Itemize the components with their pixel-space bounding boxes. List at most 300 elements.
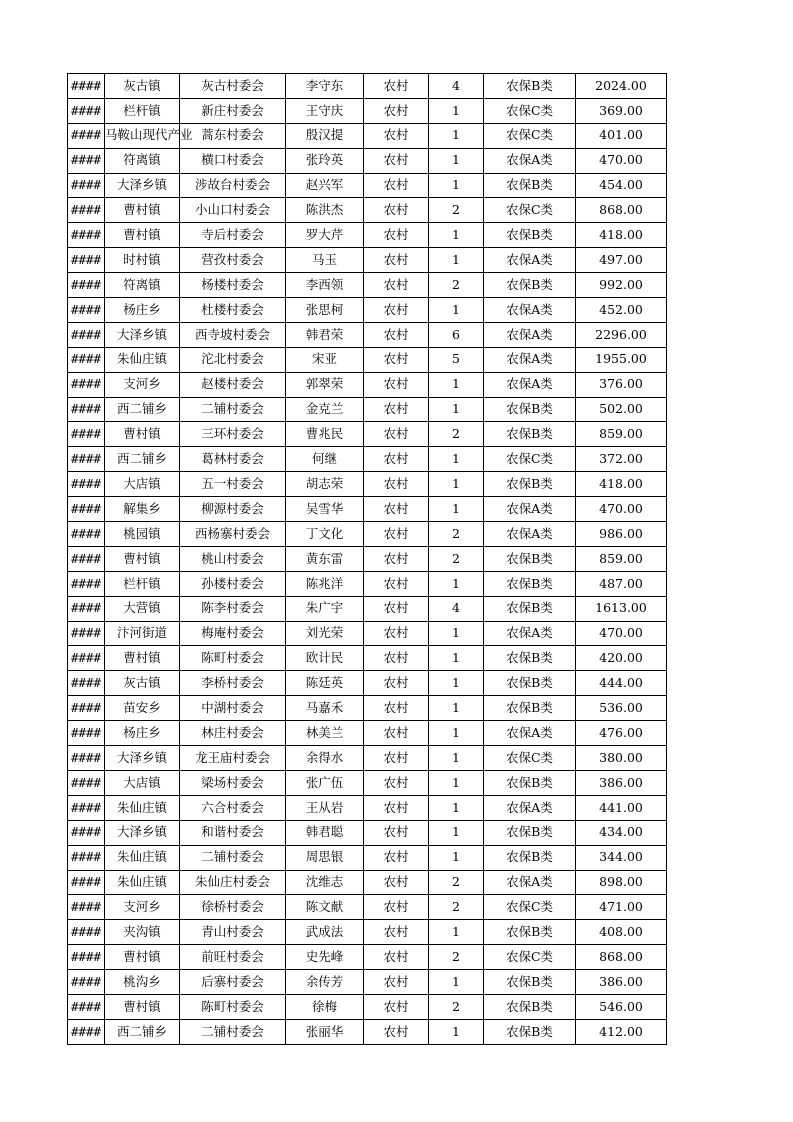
- type-cell: 农村: [364, 596, 429, 621]
- table-row: [68, 497, 667, 522]
- row-id: ####: [68, 696, 105, 721]
- amount-cell: 376.00: [576, 372, 667, 397]
- count-cell: 2: [429, 870, 484, 895]
- village-cell: 新庄村委会: [180, 98, 286, 123]
- row-id: ####: [68, 148, 105, 173]
- count-cell: 1: [429, 248, 484, 273]
- type-cell: 农村: [364, 621, 429, 646]
- table-row: [68, 546, 667, 571]
- row-id: ####: [68, 845, 105, 870]
- town-cell: 大泽乡镇: [105, 820, 180, 845]
- count-cell: 2: [429, 994, 484, 1019]
- name-cell: 赵兴军: [286, 173, 364, 198]
- name-cell: 余传芳: [286, 970, 364, 995]
- amount-cell: 898.00: [576, 870, 667, 895]
- category-cell: 农保B类: [484, 422, 576, 447]
- village-cell: 陈李村委会: [180, 596, 286, 621]
- category-cell: 农保C类: [484, 98, 576, 123]
- town-cell: 马鞍山现代产业: [105, 123, 180, 148]
- row-id: ####: [68, 522, 105, 547]
- category-cell: 农保A类: [484, 298, 576, 323]
- type-cell: 农村: [364, 746, 429, 771]
- town-cell: 解集乡: [105, 497, 180, 522]
- count-cell: 5: [429, 347, 484, 372]
- category-cell: 农保B类: [484, 1019, 576, 1044]
- row-id: ####: [68, 621, 105, 646]
- table-row: [68, 322, 667, 347]
- town-cell: 苗安乡: [105, 696, 180, 721]
- count-cell: 4: [429, 596, 484, 621]
- category-cell: 农保B类: [484, 970, 576, 995]
- amount-cell: 868.00: [576, 198, 667, 223]
- row-id: ####: [68, 123, 105, 148]
- table-row: [68, 148, 667, 173]
- amount-cell: 386.00: [576, 970, 667, 995]
- table-row: [68, 920, 667, 945]
- category-cell: 农保C类: [484, 198, 576, 223]
- name-cell: 林美兰: [286, 721, 364, 746]
- count-cell: 1: [429, 148, 484, 173]
- type-cell: 农村: [364, 472, 429, 497]
- town-cell: 朱仙庄镇: [105, 845, 180, 870]
- count-cell: 1: [429, 970, 484, 995]
- village-cell: 青山村委会: [180, 920, 286, 945]
- table-row: [68, 571, 667, 596]
- count-cell: 1: [429, 223, 484, 248]
- count-cell: 2: [429, 422, 484, 447]
- row-id: ####: [68, 770, 105, 795]
- category-cell: 农保A类: [484, 322, 576, 347]
- table-row: [68, 347, 667, 372]
- count-cell: 1: [429, 795, 484, 820]
- village-cell: 柳源村委会: [180, 497, 286, 522]
- row-id: ####: [68, 994, 105, 1019]
- village-cell: 桃山村委会: [180, 546, 286, 571]
- count-cell: 6: [429, 322, 484, 347]
- type-cell: 农村: [364, 571, 429, 596]
- row-id: ####: [68, 248, 105, 273]
- row-id: ####: [68, 870, 105, 895]
- village-cell: 西杨寨村委会: [180, 522, 286, 547]
- category-cell: 农保B类: [484, 646, 576, 671]
- name-cell: 史先峰: [286, 945, 364, 970]
- type-cell: 农村: [364, 397, 429, 422]
- amount-cell: 420.00: [576, 646, 667, 671]
- count-cell: 2: [429, 273, 484, 298]
- name-cell: 李守东: [286, 74, 364, 99]
- town-cell: 朱仙庄镇: [105, 347, 180, 372]
- name-cell: 马玉: [286, 248, 364, 273]
- row-id: ####: [68, 920, 105, 945]
- category-cell: 农保A类: [484, 522, 576, 547]
- amount-cell: 476.00: [576, 721, 667, 746]
- village-cell: 西寺坡村委会: [180, 322, 286, 347]
- table-row: [68, 994, 667, 1019]
- table-row: [68, 671, 667, 696]
- row-id: ####: [68, 422, 105, 447]
- name-cell: 郭翠荣: [286, 372, 364, 397]
- count-cell: 1: [429, 571, 484, 596]
- village-cell: 小山口村委会: [180, 198, 286, 223]
- amount-cell: 502.00: [576, 397, 667, 422]
- row-id: ####: [68, 795, 105, 820]
- name-cell: 武成法: [286, 920, 364, 945]
- amount-cell: 369.00: [576, 98, 667, 123]
- amount-cell: 2024.00: [576, 74, 667, 99]
- amount-cell: 372.00: [576, 447, 667, 472]
- name-cell: 余得水: [286, 746, 364, 771]
- town-cell: 朱仙庄镇: [105, 870, 180, 895]
- name-cell: 韩君荣: [286, 322, 364, 347]
- village-cell: 赵楼村委会: [180, 372, 286, 397]
- table-row: [68, 98, 667, 123]
- count-cell: 1: [429, 671, 484, 696]
- town-cell: 符离镇: [105, 148, 180, 173]
- category-cell: 农保C类: [484, 895, 576, 920]
- amount-cell: 471.00: [576, 895, 667, 920]
- row-id: ####: [68, 571, 105, 596]
- count-cell: 1: [429, 721, 484, 746]
- category-cell: 农保B类: [484, 820, 576, 845]
- row-id: ####: [68, 447, 105, 472]
- row-id: ####: [68, 895, 105, 920]
- village-cell: 营孜村委会: [180, 248, 286, 273]
- name-cell: 罗大芹: [286, 223, 364, 248]
- row-id: ####: [68, 298, 105, 323]
- amount-cell: 418.00: [576, 472, 667, 497]
- name-cell: 周思银: [286, 845, 364, 870]
- type-cell: 农村: [364, 721, 429, 746]
- table-row: [68, 696, 667, 721]
- type-cell: 农村: [364, 920, 429, 945]
- amount-cell: 454.00: [576, 173, 667, 198]
- town-cell: 大泽乡镇: [105, 173, 180, 198]
- type-cell: 农村: [364, 671, 429, 696]
- name-cell: 沈维志: [286, 870, 364, 895]
- amount-cell: 868.00: [576, 945, 667, 970]
- row-id: ####: [68, 347, 105, 372]
- row-id: ####: [68, 970, 105, 995]
- count-cell: 1: [429, 746, 484, 771]
- town-cell: 大泽乡镇: [105, 322, 180, 347]
- table-row: [68, 223, 667, 248]
- table-row: [68, 248, 667, 273]
- name-cell: 吴雪华: [286, 497, 364, 522]
- type-cell: 农村: [364, 198, 429, 223]
- village-cell: 孙楼村委会: [180, 571, 286, 596]
- row-id: ####: [68, 671, 105, 696]
- town-cell: 曹村镇: [105, 198, 180, 223]
- category-cell: 农保B类: [484, 472, 576, 497]
- town-cell: 灰古镇: [105, 74, 180, 99]
- type-cell: 农村: [364, 970, 429, 995]
- count-cell: 1: [429, 123, 484, 148]
- amount-cell: 497.00: [576, 248, 667, 273]
- amount-cell: 444.00: [576, 671, 667, 696]
- town-cell: 支河乡: [105, 895, 180, 920]
- name-cell: 王从岩: [286, 795, 364, 820]
- count-cell: 2: [429, 198, 484, 223]
- village-cell: 二铺村委会: [180, 397, 286, 422]
- amount-cell: 992.00: [576, 273, 667, 298]
- amount-cell: 859.00: [576, 546, 667, 571]
- name-cell: 胡志荣: [286, 472, 364, 497]
- type-cell: 农村: [364, 173, 429, 198]
- amount-cell: 859.00: [576, 422, 667, 447]
- amount-cell: 408.00: [576, 920, 667, 945]
- name-cell: 曹兆民: [286, 422, 364, 447]
- table-row: [68, 945, 667, 970]
- town-cell: 汴河街道: [105, 621, 180, 646]
- name-cell: 陈兆洋: [286, 571, 364, 596]
- town-cell: 栏杆镇: [105, 571, 180, 596]
- count-cell: 1: [429, 173, 484, 198]
- town-cell: 大营镇: [105, 596, 180, 621]
- row-id: ####: [68, 472, 105, 497]
- category-cell: 农保C类: [484, 123, 576, 148]
- row-id: ####: [68, 198, 105, 223]
- amount-cell: 380.00: [576, 746, 667, 771]
- category-cell: 农保A类: [484, 621, 576, 646]
- village-cell: 二铺村委会: [180, 845, 286, 870]
- type-cell: 农村: [364, 770, 429, 795]
- amount-cell: 418.00: [576, 223, 667, 248]
- category-cell: 农保C类: [484, 447, 576, 472]
- count-cell: 2: [429, 945, 484, 970]
- village-cell: 葛林村委会: [180, 447, 286, 472]
- amount-cell: 1613.00: [576, 596, 667, 621]
- village-cell: 六合村委会: [180, 795, 286, 820]
- type-cell: 农村: [364, 845, 429, 870]
- village-cell: 后寨村委会: [180, 970, 286, 995]
- type-cell: 农村: [364, 123, 429, 148]
- amount-cell: 434.00: [576, 820, 667, 845]
- count-cell: 1: [429, 98, 484, 123]
- amount-cell: 441.00: [576, 795, 667, 820]
- row-id: ####: [68, 497, 105, 522]
- amount-cell: 470.00: [576, 621, 667, 646]
- village-cell: 蒿东村委会: [180, 123, 286, 148]
- name-cell: 宋亚: [286, 347, 364, 372]
- table-row: [68, 895, 667, 920]
- type-cell: 农村: [364, 696, 429, 721]
- row-id: ####: [68, 372, 105, 397]
- category-cell: 农保B类: [484, 920, 576, 945]
- type-cell: 农村: [364, 522, 429, 547]
- row-id: ####: [68, 820, 105, 845]
- table-row: [68, 123, 667, 148]
- table-row: [68, 472, 667, 497]
- village-cell: 三环村委会: [180, 422, 286, 447]
- type-cell: 农村: [364, 273, 429, 298]
- count-cell: 2: [429, 546, 484, 571]
- type-cell: 农村: [364, 994, 429, 1019]
- category-cell: 农保B类: [484, 770, 576, 795]
- row-id: ####: [68, 596, 105, 621]
- amount-cell: 401.00: [576, 123, 667, 148]
- town-cell: 桃沟乡: [105, 970, 180, 995]
- type-cell: 农村: [364, 98, 429, 123]
- name-cell: 张思柯: [286, 298, 364, 323]
- type-cell: 农村: [364, 372, 429, 397]
- name-cell: 马嘉禾: [286, 696, 364, 721]
- name-cell: 欧计民: [286, 646, 364, 671]
- category-cell: 农保B类: [484, 397, 576, 422]
- town-cell: 曹村镇: [105, 223, 180, 248]
- village-cell: 梁场村委会: [180, 770, 286, 795]
- table-row: [68, 273, 667, 298]
- village-cell: 二铺村委会: [180, 1019, 286, 1044]
- count-cell: 1: [429, 820, 484, 845]
- village-cell: 中湖村委会: [180, 696, 286, 721]
- amount-cell: 452.00: [576, 298, 667, 323]
- table-row: [68, 1019, 667, 1044]
- row-id: ####: [68, 721, 105, 746]
- category-cell: 农保B类: [484, 273, 576, 298]
- table-row: [68, 870, 667, 895]
- town-cell: 大店镇: [105, 770, 180, 795]
- count-cell: 2: [429, 522, 484, 547]
- village-cell: 徐桥村委会: [180, 895, 286, 920]
- town-cell: 曹村镇: [105, 422, 180, 447]
- category-cell: 农保B类: [484, 74, 576, 99]
- town-cell: 时村镇: [105, 248, 180, 273]
- category-cell: 农保B类: [484, 596, 576, 621]
- name-cell: 李西领: [286, 273, 364, 298]
- amount-cell: 412.00: [576, 1019, 667, 1044]
- count-cell: 1: [429, 646, 484, 671]
- village-cell: 前旺村委会: [180, 945, 286, 970]
- town-cell: 杨庄乡: [105, 721, 180, 746]
- town-cell: 曹村镇: [105, 646, 180, 671]
- name-cell: 丁文化: [286, 522, 364, 547]
- village-cell: 灰古村委会: [180, 74, 286, 99]
- name-cell: 陈文献: [286, 895, 364, 920]
- village-cell: 杨楼村委会: [180, 273, 286, 298]
- type-cell: 农村: [364, 148, 429, 173]
- name-cell: 何继: [286, 447, 364, 472]
- table-row: [68, 646, 667, 671]
- count-cell: 1: [429, 397, 484, 422]
- type-cell: 农村: [364, 298, 429, 323]
- table-row: [68, 397, 667, 422]
- row-id: ####: [68, 74, 105, 99]
- table-row: [68, 74, 667, 99]
- town-cell: 大店镇: [105, 472, 180, 497]
- table-row: [68, 522, 667, 547]
- type-cell: 农村: [364, 646, 429, 671]
- row-id: ####: [68, 397, 105, 422]
- category-cell: 农保B类: [484, 571, 576, 596]
- type-cell: 农村: [364, 322, 429, 347]
- type-cell: 农村: [364, 870, 429, 895]
- count-cell: 1: [429, 845, 484, 870]
- town-cell: 曹村镇: [105, 994, 180, 1019]
- village-cell: 寺后村委会: [180, 223, 286, 248]
- count-cell: 1: [429, 372, 484, 397]
- count-cell: 1: [429, 920, 484, 945]
- row-id: ####: [68, 1019, 105, 1044]
- category-cell: 农保B类: [484, 994, 576, 1019]
- count-cell: 1: [429, 472, 484, 497]
- name-cell: 金克兰: [286, 397, 364, 422]
- name-cell: 张玲英: [286, 148, 364, 173]
- category-cell: 农保A类: [484, 347, 576, 372]
- amount-cell: 344.00: [576, 845, 667, 870]
- row-id: ####: [68, 173, 105, 198]
- type-cell: 农村: [364, 895, 429, 920]
- type-cell: 农村: [364, 795, 429, 820]
- category-cell: 农保C类: [484, 746, 576, 771]
- name-cell: 王守庆: [286, 98, 364, 123]
- type-cell: 农村: [364, 447, 429, 472]
- village-cell: 林庄村委会: [180, 721, 286, 746]
- village-cell: 五一村委会: [180, 472, 286, 497]
- village-cell: 李桥村委会: [180, 671, 286, 696]
- data-table: [67, 73, 667, 1045]
- table-row: [68, 970, 667, 995]
- town-cell: 西二铺乡: [105, 1019, 180, 1044]
- category-cell: 农保A类: [484, 795, 576, 820]
- table-row: [68, 198, 667, 223]
- category-cell: 农保A类: [484, 372, 576, 397]
- name-cell: 韩君聪: [286, 820, 364, 845]
- village-cell: 陈町村委会: [180, 646, 286, 671]
- town-cell: 西二铺乡: [105, 397, 180, 422]
- name-cell: 黄东雷: [286, 546, 364, 571]
- village-cell: 沱北村委会: [180, 347, 286, 372]
- town-cell: 杨庄乡: [105, 298, 180, 323]
- village-cell: 杜楼村委会: [180, 298, 286, 323]
- name-cell: 殷汉提: [286, 123, 364, 148]
- town-cell: 曹村镇: [105, 945, 180, 970]
- category-cell: 农保B类: [484, 223, 576, 248]
- count-cell: 1: [429, 696, 484, 721]
- name-cell: 朱广宇: [286, 596, 364, 621]
- category-cell: 农保B类: [484, 845, 576, 870]
- category-cell: 农保B类: [484, 546, 576, 571]
- town-cell: 灰古镇: [105, 671, 180, 696]
- town-cell: 栏杆镇: [105, 98, 180, 123]
- town-cell: 西二铺乡: [105, 447, 180, 472]
- row-id: ####: [68, 273, 105, 298]
- count-cell: 4: [429, 74, 484, 99]
- amount-cell: 546.00: [576, 994, 667, 1019]
- village-cell: 龙王庙村委会: [180, 746, 286, 771]
- count-cell: 1: [429, 447, 484, 472]
- amount-cell: 986.00: [576, 522, 667, 547]
- category-cell: 农保A类: [484, 148, 576, 173]
- amount-cell: 386.00: [576, 770, 667, 795]
- table-row: [68, 173, 667, 198]
- table-row: [68, 746, 667, 771]
- category-cell: 农保A类: [484, 721, 576, 746]
- count-cell: 1: [429, 1019, 484, 1044]
- type-cell: 农村: [364, 1019, 429, 1044]
- category-cell: 农保A类: [484, 870, 576, 895]
- village-cell: 梅庵村委会: [180, 621, 286, 646]
- count-cell: 1: [429, 770, 484, 795]
- amount-cell: 470.00: [576, 497, 667, 522]
- type-cell: 农村: [364, 347, 429, 372]
- name-cell: 徐梅: [286, 994, 364, 1019]
- amount-cell: 1955.00: [576, 347, 667, 372]
- table-row: [68, 422, 667, 447]
- town-cell: 曹村镇: [105, 546, 180, 571]
- town-cell: 朱仙庄镇: [105, 795, 180, 820]
- amount-cell: 470.00: [576, 148, 667, 173]
- amount-cell: 487.00: [576, 571, 667, 596]
